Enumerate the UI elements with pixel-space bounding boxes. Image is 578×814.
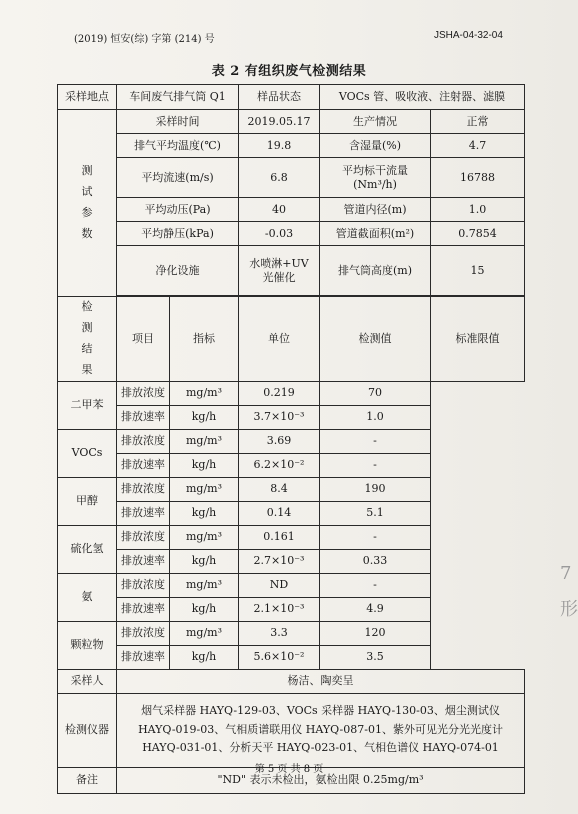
result-value: 2.7×10⁻³ bbox=[239, 549, 320, 573]
time-value: 2019.05.17 bbox=[239, 110, 320, 134]
col-header-value: 检测值 bbox=[320, 297, 431, 382]
table-row bbox=[58, 501, 525, 525]
purify-value: 水喷淋+UV 光催化 bbox=[239, 246, 320, 296]
table-row bbox=[58, 621, 525, 645]
moisture-label: 含湿量(%) bbox=[320, 134, 431, 158]
result-limit: 120 bbox=[320, 621, 431, 645]
table-row bbox=[58, 429, 525, 453]
result-value: 0.161 bbox=[239, 525, 320, 549]
temp-value: 19.8 bbox=[239, 134, 320, 158]
result-limit: 5.1 bbox=[320, 501, 431, 525]
result-value: 0.14 bbox=[239, 501, 320, 525]
result-unit: mg/m³ bbox=[170, 525, 239, 549]
exhaust-gas-results-table bbox=[57, 84, 525, 794]
result-value: 3.69 bbox=[239, 429, 320, 453]
col-header-limit: 标准限值 bbox=[431, 297, 525, 382]
result-value: ND bbox=[239, 573, 320, 597]
result-index: 排放浓度 bbox=[117, 621, 170, 645]
result-unit: mg/m³ bbox=[170, 381, 239, 405]
result-value: 5.6×10⁻² bbox=[239, 645, 320, 669]
result-unit: kg/h bbox=[170, 501, 239, 525]
result-item: 氨 bbox=[58, 573, 117, 621]
table-row bbox=[58, 297, 525, 382]
result-unit: mg/m³ bbox=[170, 621, 239, 645]
result-value: 8.4 bbox=[239, 477, 320, 501]
flow-value: 16788 bbox=[431, 158, 525, 198]
sampler-value: 杨洁、陶奕呈 bbox=[117, 669, 525, 693]
table-row bbox=[58, 381, 525, 405]
production-value: 正常 bbox=[431, 110, 525, 134]
state-value: VOCs 管、吸收液、注射器、滤膜 bbox=[320, 85, 525, 110]
remark-label: 备注 bbox=[58, 767, 117, 793]
sampler-label: 采样人 bbox=[58, 669, 117, 693]
result-index: 排放速率 bbox=[117, 597, 170, 621]
table-row bbox=[58, 85, 525, 110]
result-index: 排放速率 bbox=[117, 501, 170, 525]
result-index: 排放速率 bbox=[117, 549, 170, 573]
document-code: JSHA-04-32-04 bbox=[434, 30, 503, 41]
dynamic-pressure-label: 平均动压(Pa) bbox=[117, 198, 239, 222]
col-header-unit: 单位 bbox=[239, 297, 320, 382]
height-label: 排气筒高度(m) bbox=[320, 246, 431, 296]
result-limit: 3.5 bbox=[320, 645, 431, 669]
table-row bbox=[58, 198, 525, 222]
time-label: 采样时间 bbox=[117, 110, 239, 134]
page-footer: 第 5 页 共 8 页 bbox=[254, 764, 324, 775]
site-value: 车间废气排气筒 Q1 bbox=[117, 85, 239, 110]
result-limit: - bbox=[320, 453, 431, 477]
result-index: 排放浓度 bbox=[117, 477, 170, 501]
instrument-list: 烟气采样器 HAYQ-129-03、VOCs 采样器 HAYQ-130-03、烟尘测试仪 HAYQ-019-03、气相质谱联用仪 HAYQ-087-01、紫外可见光分光光度计 HAYQ-031-01、分析天平 HAYQ-023-01、气相色谱仪 HAYQ-074-01 bbox=[117, 693, 525, 767]
table-row bbox=[58, 453, 525, 477]
dynamic-pressure-value: 40 bbox=[239, 198, 320, 222]
table-row bbox=[58, 693, 525, 767]
result-unit: kg/h bbox=[170, 645, 239, 669]
moisture-value: 4.7 bbox=[431, 134, 525, 158]
result-value: 2.1×10⁻³ bbox=[239, 597, 320, 621]
result-unit: kg/h bbox=[170, 405, 239, 429]
result-unit: mg/m³ bbox=[170, 573, 239, 597]
col-header-index: 指标 bbox=[170, 297, 239, 382]
speed-value: 6.8 bbox=[239, 158, 320, 198]
diameter-label: 管道内径(m) bbox=[320, 198, 431, 222]
area-label: 管道截面积(m²) bbox=[320, 222, 431, 246]
result-item: 硫化氢 bbox=[58, 525, 117, 573]
result-limit: - bbox=[320, 429, 431, 453]
table-row bbox=[58, 597, 525, 621]
result-index: 排放速率 bbox=[117, 645, 170, 669]
diameter-value: 1.0 bbox=[431, 198, 525, 222]
site-label: 采样地点 bbox=[58, 85, 117, 110]
static-pressure-value: -0.03 bbox=[239, 222, 320, 246]
table-row bbox=[58, 645, 525, 669]
result-unit: kg/h bbox=[170, 549, 239, 573]
height-value: 15 bbox=[431, 246, 525, 296]
production-label: 生产情况 bbox=[320, 110, 431, 134]
result-index: 排放浓度 bbox=[117, 573, 170, 597]
result-item: 甲醇 bbox=[58, 477, 117, 525]
result-limit: - bbox=[320, 573, 431, 597]
result-value: 6.2×10⁻² bbox=[239, 453, 320, 477]
area-value: 0.7854 bbox=[431, 222, 525, 246]
table-row bbox=[58, 525, 525, 549]
speed-label: 平均流速(m/s) bbox=[117, 158, 239, 198]
result-index: 排放浓度 bbox=[117, 429, 170, 453]
result-index: 排放速率 bbox=[117, 405, 170, 429]
table-title: 表 2 有组织废气检测结果 bbox=[211, 64, 367, 79]
result-limit: 4.9 bbox=[320, 597, 431, 621]
table-row bbox=[58, 573, 525, 597]
document-number: (2019) 恒安(综) 字第 (214) 号 bbox=[74, 34, 215, 45]
result-item: 二甲苯 bbox=[58, 381, 117, 429]
result-value: 0.219 bbox=[239, 381, 320, 405]
col-header-item: 项目 bbox=[117, 297, 170, 382]
remark-value: "ND" 表示未检出，氨检出限 0.25mg/m³ bbox=[117, 767, 525, 793]
result-value: 3.7×10⁻³ bbox=[239, 405, 320, 429]
static-pressure-label: 平均静压(kPa) bbox=[117, 222, 239, 246]
result-limit: 70 bbox=[320, 381, 431, 405]
result-index: 排放浓度 bbox=[117, 381, 170, 405]
result-unit: mg/m³ bbox=[170, 477, 239, 501]
results-label: 检 测 结 果 bbox=[58, 297, 117, 382]
table-row bbox=[58, 669, 525, 693]
flow-label: 平均标干流量 (Nm³/h) bbox=[320, 158, 431, 198]
table-row bbox=[58, 405, 525, 429]
table-row bbox=[58, 134, 525, 158]
result-limit: 0.33 bbox=[320, 549, 431, 573]
result-item: 颗粒物 bbox=[58, 621, 117, 669]
result-unit: kg/h bbox=[170, 597, 239, 621]
table-row bbox=[58, 158, 525, 198]
temp-label: 排气平均温度(℃) bbox=[117, 134, 239, 158]
result-unit: mg/m³ bbox=[170, 429, 239, 453]
result-unit: kg/h bbox=[170, 453, 239, 477]
table-row bbox=[58, 549, 525, 573]
result-index: 排放浓度 bbox=[117, 525, 170, 549]
purify-label: 净化设施 bbox=[117, 246, 239, 296]
result-limit: 190 bbox=[320, 477, 431, 501]
table-row bbox=[58, 477, 525, 501]
adjacent-page-edge-text: 7 形 bbox=[560, 563, 578, 620]
state-label: 样品状态 bbox=[239, 85, 320, 110]
table-row bbox=[58, 246, 525, 296]
result-index: 排放速率 bbox=[117, 453, 170, 477]
table-row bbox=[58, 110, 525, 134]
result-limit: - bbox=[320, 525, 431, 549]
instrument-label: 检测仪器 bbox=[58, 693, 117, 767]
table-row bbox=[58, 222, 525, 246]
test-params-label: 测 试 参 数 bbox=[58, 110, 117, 297]
result-item: VOCs bbox=[58, 429, 117, 477]
result-limit: 1.0 bbox=[320, 405, 431, 429]
result-value: 3.3 bbox=[239, 621, 320, 645]
